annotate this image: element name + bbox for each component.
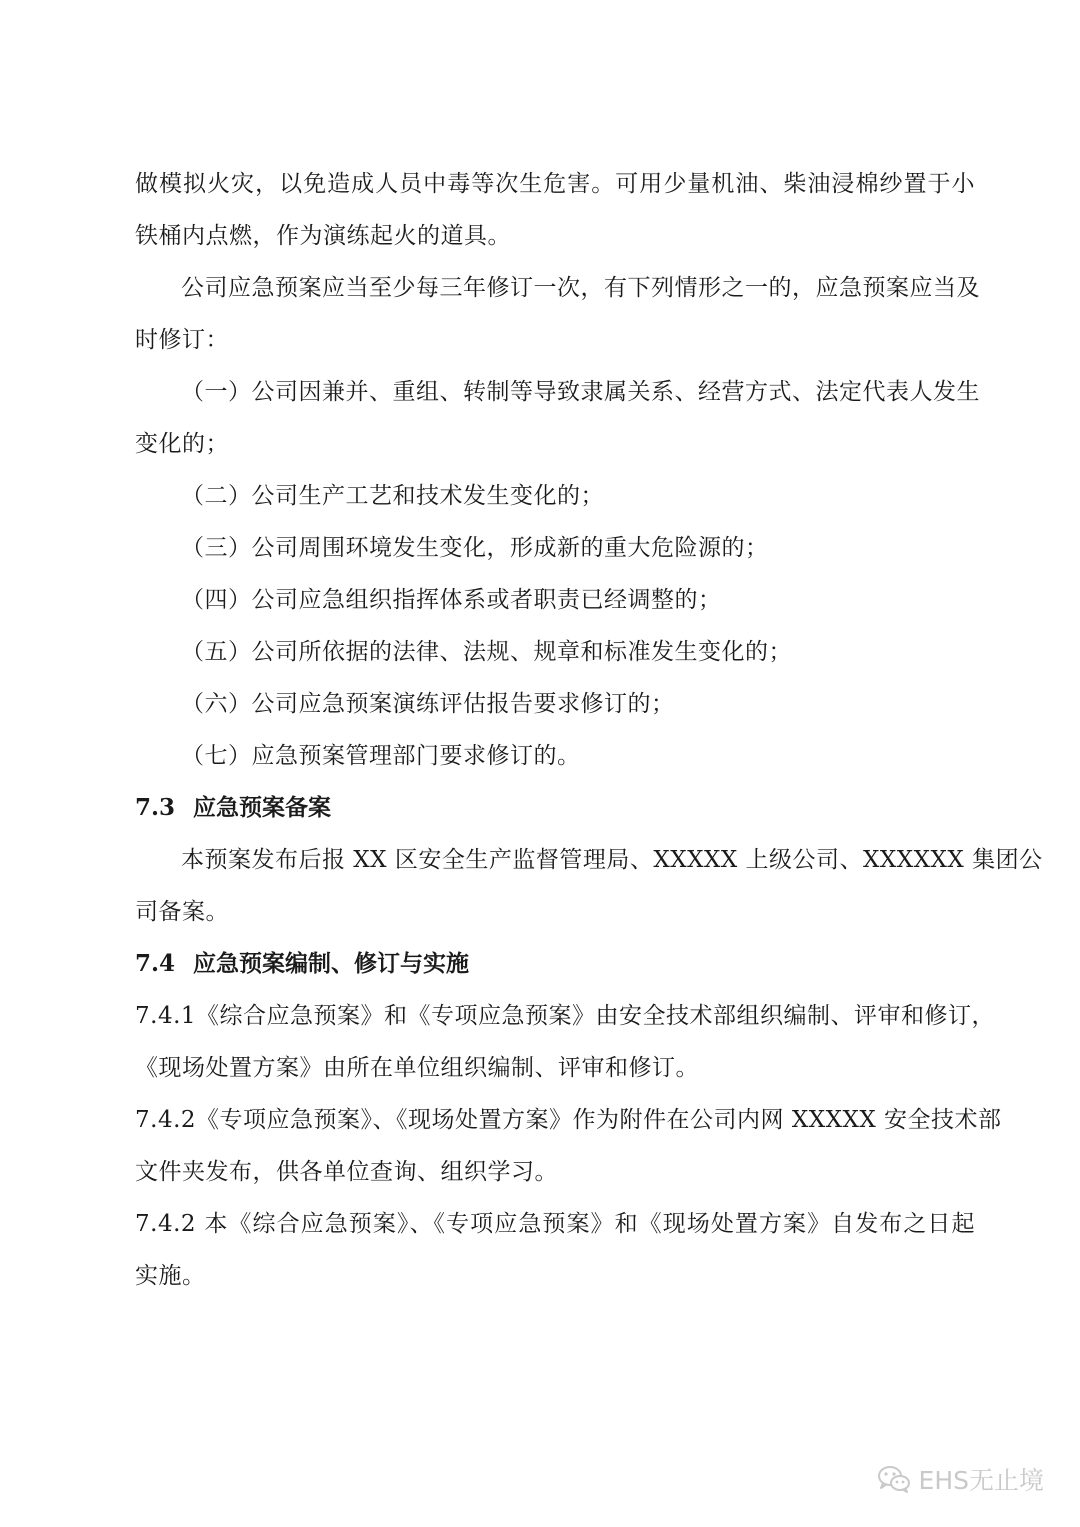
list-item-5: （五）公司所依据的法律、法规、规章和标准发生变化的； bbox=[181, 639, 792, 665]
list-item-2: （二）公司生产工艺和技术发生变化的； bbox=[181, 483, 604, 509]
section-title: 应急预案编制、修订与实施 bbox=[193, 950, 469, 977]
watermark bbox=[877, 1459, 1044, 1499]
list-item-7: （七）应急预案管理部门要求修订的。 bbox=[181, 743, 581, 769]
list-item-1: （一）公司因兼并、重组、转制等导致隶属关系、经营方式、法定代表人发生 bbox=[181, 379, 980, 405]
paragraph-line: 司备案。 bbox=[135, 899, 229, 925]
paragraph-line: 铁桶内点燃，作为演练起火的道具。 bbox=[135, 223, 511, 249]
paragraph-line: 本预案发布后报 XX 区安全生产监督管理局、XXXXX 上级公司、XXXXXX 集团公 bbox=[181, 847, 1043, 873]
section-heading-7-4 bbox=[135, 938, 975, 990]
paragraph-line: 做模拟火灾，以免造成人员中毒等次生危害。可用少量机油、柴油浸棉纱置于小 bbox=[135, 171, 975, 197]
section-title: 应急预案备案 bbox=[193, 794, 331, 821]
paragraph-line: 文件夹发布，供各单位查询、组织学习。 bbox=[135, 1159, 558, 1185]
list-item-6: （六）公司应急预案演练评估报告要求修订的； bbox=[181, 691, 675, 717]
paragraph-line: 7.4.2《专项应急预案》、《现场处置方案》作为附件在公司内网 XXXXX 安全技术部 bbox=[135, 1107, 1002, 1133]
section-number: 7.4 bbox=[135, 950, 176, 977]
paragraph-line: 《现场处置方案》由所在单位组织编制、评审和修订。 bbox=[135, 1055, 699, 1081]
watermark-text: EHS无止境 bbox=[918, 1466, 1044, 1495]
paragraph-line: 实施。 bbox=[135, 1263, 206, 1289]
wechat-icon bbox=[877, 1464, 911, 1494]
list-item-3: （三）公司周围环境发生变化，形成新的重大危险源的； bbox=[181, 535, 769, 561]
paragraph-line: 时修订： bbox=[135, 327, 229, 353]
paragraph-line: 7.4.2 本《综合应急预案》、《专项应急预案》和《现场处置方案》自发布之日起 bbox=[135, 1211, 975, 1237]
document-body bbox=[135, 158, 1043, 1302]
section-number: 7.3 bbox=[135, 794, 176, 821]
paragraph-line: 公司应急预案应当至少每三年修订一次，有下列情形之一的，应急预案应当及 bbox=[181, 275, 980, 301]
list-item-1-continuation: 变化的； bbox=[135, 431, 229, 457]
paragraph-line: 7.4.1《综合应急预案》和《专项应急预案》由安全技术部组织编制、评审和修订， bbox=[135, 1003, 996, 1029]
section-heading-7-3 bbox=[135, 782, 975, 834]
list-item-4: （四）公司应急组织指挥体系或者职责已经调整的； bbox=[181, 587, 722, 613]
